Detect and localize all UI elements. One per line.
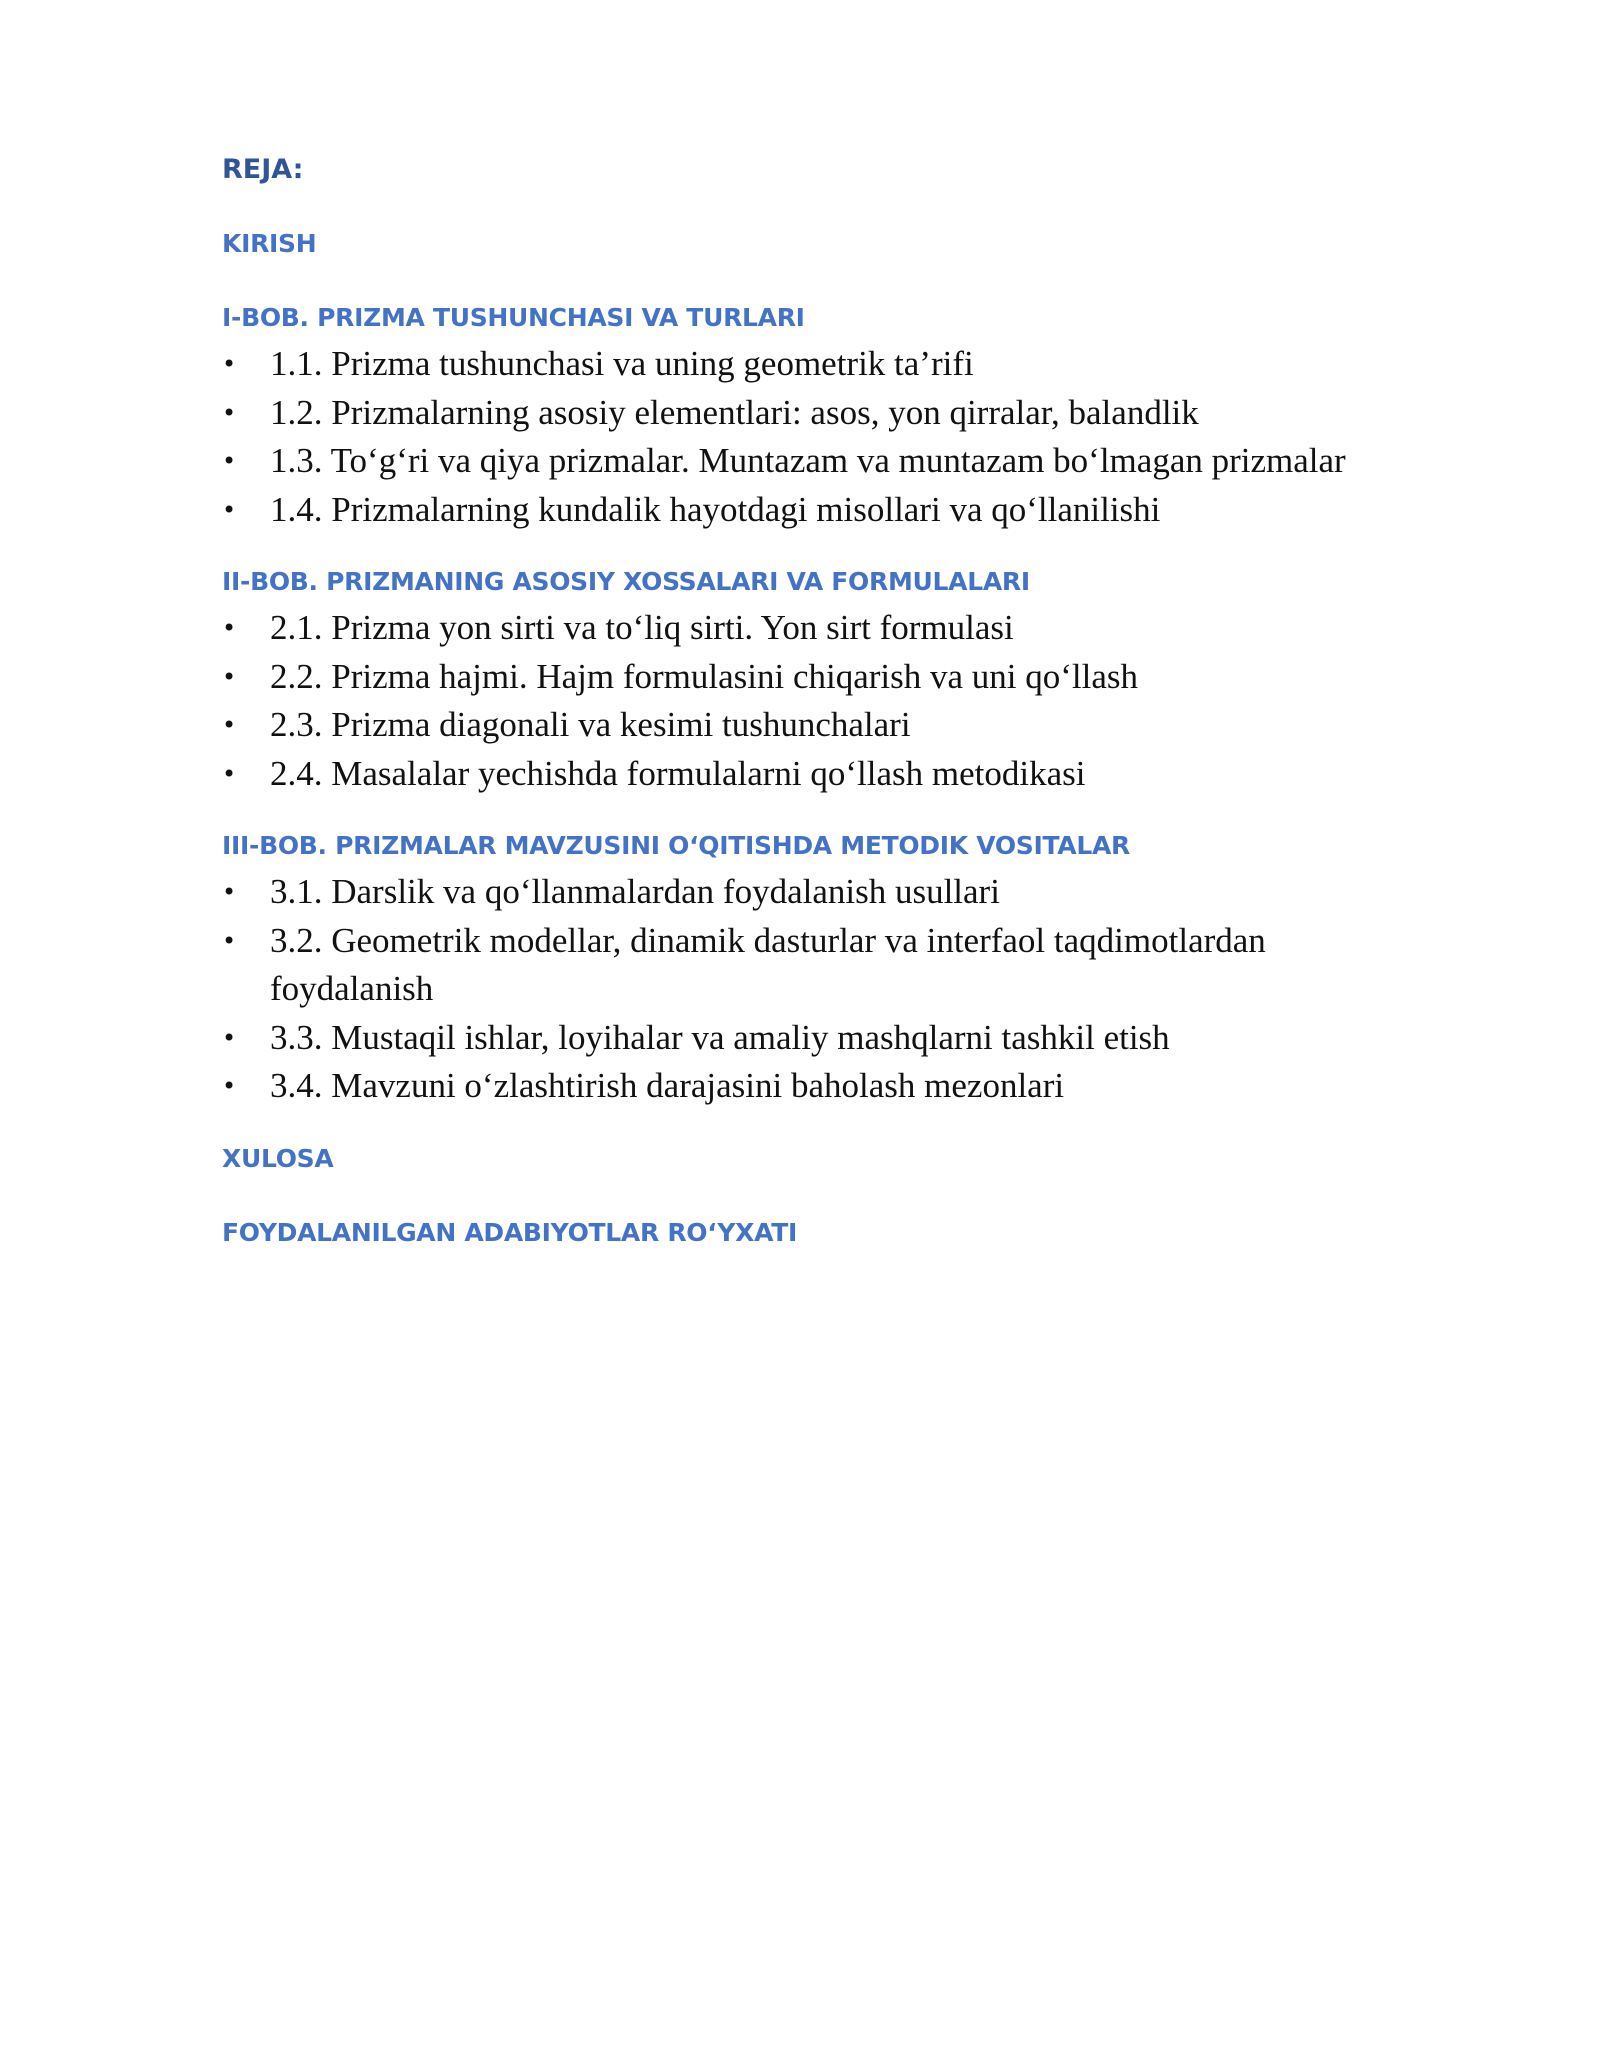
list-item-text: 1.1. Prizma tushunchasi va uning geometrik ta’rifi xyxy=(270,344,974,383)
list-item-text: 2.2. Prizma hajmi. Hajm formulasini chiqarish va uni qo‘llash xyxy=(270,656,1139,696)
list-item-text: 1.4. Prizmalarning kundalik hayotdagi misollari va qo‘llanilishi xyxy=(270,489,1161,529)
chapter-2-list xyxy=(222,604,1422,798)
heading-references: FOYDALANILGAN ADABIYOTLAR RO‘YXATI xyxy=(222,1217,797,1247)
plan-heading: REJA: xyxy=(222,154,304,185)
list-item xyxy=(222,1014,1422,1063)
chapter-1-title: I-BOB. PRIZMA TUSHUNCHASI VA TURLARI xyxy=(222,303,805,332)
list-item-text: 1.2. Prizmalarning asosiy elementlari: asos, yon qirralar, balandlik xyxy=(270,392,1199,432)
list-item xyxy=(222,340,1422,389)
bullet-icon: • xyxy=(222,1023,237,1052)
bullet-icon: • xyxy=(222,759,237,788)
list-item xyxy=(222,389,1422,438)
list-item-text: 1.3. To‘g‘ri va qiya prizmalar. Muntazam va muntazam bo‘lmagan prizmalar xyxy=(270,441,1346,480)
list-item-text: 3.4. Mavzuni o‘zlashtirish darajasini baholash mezonlari xyxy=(270,1066,1065,1105)
list-item-text: 2.1. Prizma yon sirti va to‘liq sirti. Yon sirt formulasi xyxy=(270,608,1014,647)
list-item-text: 3.2. Geometrik modellar, dinamik dasturlar va interfaol taqdimotlardan foydalanish xyxy=(270,920,1266,1008)
bullet-icon: • xyxy=(222,711,237,739)
chapter-1-list xyxy=(222,340,1422,534)
list-item-text: 3.3. Mustaqil ishlar, loyihalar va amaliy mashqlarni tashkil etish xyxy=(270,1017,1170,1057)
bullet-icon: • xyxy=(222,614,237,642)
chapter-3-list xyxy=(222,868,1422,1111)
bullet-icon: • xyxy=(222,662,237,691)
chapter-2-title: II-BOB. PRIZMANING ASOSIY XOSSALARI VA FORMULALARI xyxy=(222,567,1030,596)
bullet-icon: • xyxy=(222,878,237,906)
list-item xyxy=(222,604,1422,653)
list-item-text: 2.4. Masalalar yechishda formulalarni qo‘llash metodikasi xyxy=(270,753,1086,793)
list-item xyxy=(222,750,1422,799)
bullet-icon: • xyxy=(222,926,237,955)
bullet-icon: • xyxy=(222,1072,237,1100)
list-item-text: 2.3. Prizma diagonali va kesimi tushunchalari xyxy=(270,705,911,744)
list-item-text: 3.1. Darslik va qo‘llanmalardan foydalanish usullari xyxy=(270,872,1000,911)
list-item xyxy=(222,917,1400,1014)
list-item xyxy=(222,653,1422,702)
bullet-icon: • xyxy=(222,447,237,475)
list-item xyxy=(222,437,1422,486)
chapter-3-title: III-BOB. PRIZMALAR MAVZUSINI O‘QITISHDA METODIK VOSITALAR xyxy=(222,831,1130,860)
document-page xyxy=(222,148,1422,1255)
list-item xyxy=(222,701,1422,750)
heading-introduction: KIRISH xyxy=(222,229,317,258)
bullet-icon: • xyxy=(222,495,237,524)
list-item xyxy=(222,486,1422,535)
heading-conclusion: XULOSA xyxy=(222,1143,334,1173)
list-item xyxy=(222,1062,1422,1111)
bullet-icon: • xyxy=(222,398,237,427)
list-item xyxy=(222,868,1422,917)
bullet-icon: • xyxy=(222,350,237,378)
